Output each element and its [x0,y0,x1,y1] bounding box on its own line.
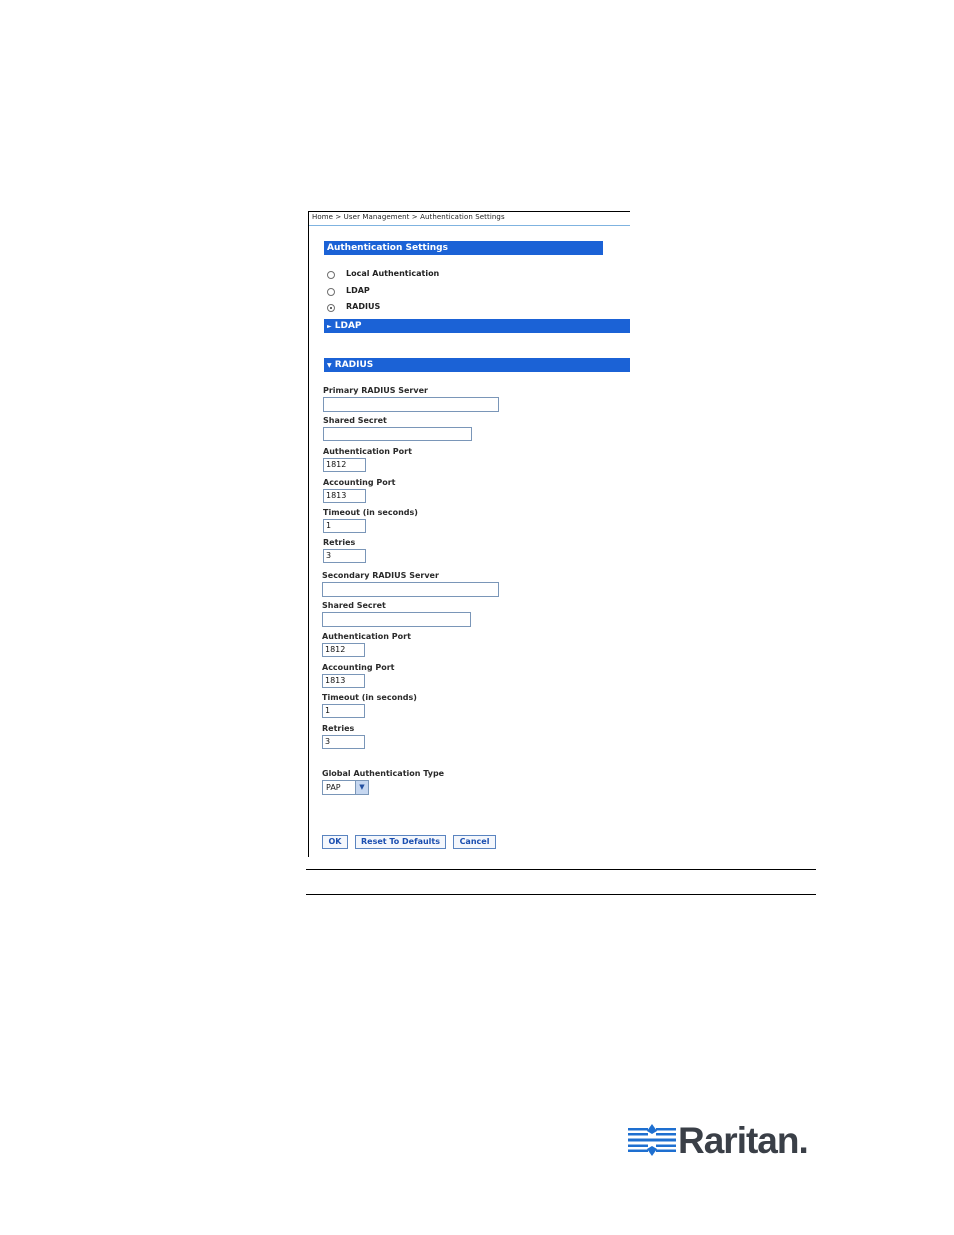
raritan-logo-text: Raritan. [678,1120,808,1161]
primary-auth-port-input[interactable]: 1812 [323,458,366,472]
secondary-secret-input[interactable] [322,612,471,627]
global-auth-type-label: Global Authentication Type [322,769,445,778]
radio-radius[interactable] [327,304,335,312]
expand-arrow-icon: ► [327,323,332,330]
secondary-acct-port-label: Accounting Port [322,663,395,672]
secondary-timeout-input[interactable]: 1 [322,704,365,718]
primary-auth-port-label: Authentication Port [323,447,412,456]
rule-bottom [306,894,816,895]
auth-settings-header [324,241,603,255]
primary-acct-port-input[interactable]: 1813 [323,489,366,503]
radius-section-header[interactable] [324,358,630,372]
rule-top [306,869,816,870]
auth-settings-title: Authentication Settings [327,243,448,253]
global-auth-type-value: PAP [326,783,341,792]
ok-button[interactable]: OK [322,835,348,849]
frame-top-border [308,211,630,212]
global-auth-type-select[interactable] [322,780,369,795]
primary-secret-label: Shared Secret [323,416,387,425]
raritan-logo-icon [628,1124,676,1156]
primary-secret-input[interactable] [323,427,472,441]
radio-label-ldap: LDAP [346,286,370,295]
radio-local-authentication[interactable] [327,271,335,279]
breadcrumb-divider [309,225,630,226]
secondary-timeout-label: Timeout (in seconds) [322,693,417,702]
primary-server-input[interactable] [323,397,499,412]
secondary-server-input[interactable] [322,582,499,597]
primary-retries-label: Retries [323,538,356,547]
radio-ldap[interactable] [327,288,335,296]
primary-server-label: Primary RADIUS Server [323,386,428,395]
primary-timeout-label: Timeout (in seconds) [323,508,418,517]
chevron-down-icon[interactable]: ▼ [355,781,368,794]
primary-retries-input[interactable]: 3 [323,549,366,563]
secondary-acct-port-input[interactable]: 1813 [322,674,365,688]
frame-left-border [308,211,309,857]
radio-label-radius: RADIUS [346,302,381,311]
secondary-retries-input[interactable]: 3 [322,735,365,749]
breadcrumb[interactable]: Home > User Management > Authentication Settings [312,213,505,221]
secondary-auth-port-input[interactable]: 1812 [322,643,365,657]
radio-label-local: Local Authentication [346,269,440,278]
secondary-retries-label: Retries [322,724,355,733]
cancel-button[interactable]: Cancel [453,835,496,849]
reset-to-defaults-button[interactable]: Reset To Defaults [355,835,446,849]
secondary-secret-label: Shared Secret [322,601,386,610]
ldap-section-header[interactable] [324,319,630,333]
ldap-section-title: LDAP [334,321,362,331]
secondary-auth-port-label: Authentication Port [322,632,411,641]
radius-section-title: RADIUS [334,360,374,370]
collapse-arrow-icon: ▼ [327,362,332,369]
primary-timeout-input[interactable]: 1 [323,519,366,533]
primary-acct-port-label: Accounting Port [323,478,396,487]
secondary-server-label: Secondary RADIUS Server [322,571,439,580]
